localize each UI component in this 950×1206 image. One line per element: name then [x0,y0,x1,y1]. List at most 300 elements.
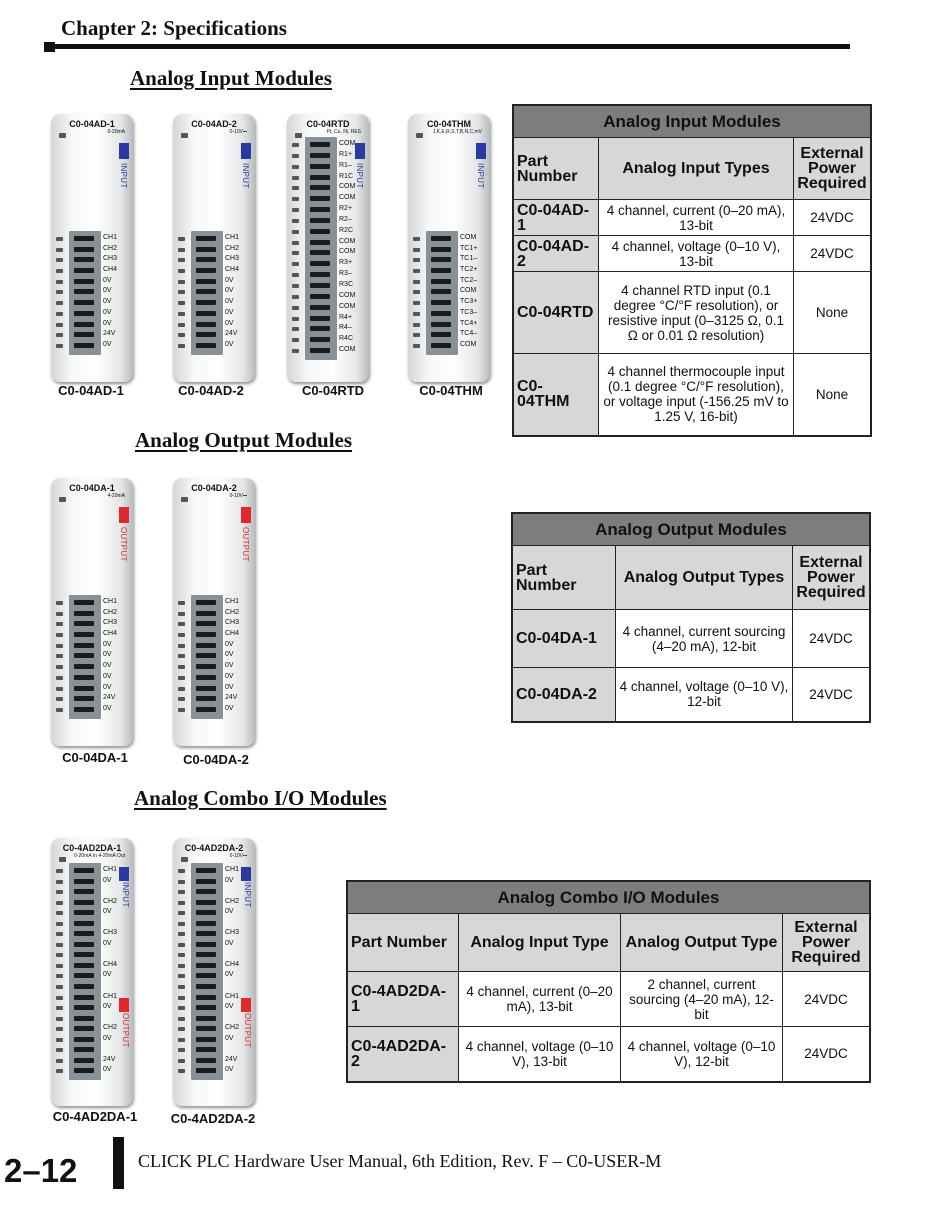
screw-slot-icon [56,312,63,316]
module-ad2 [173,114,255,382]
terminal-screw-icon [196,1016,216,1021]
terminal-label: 0V [103,308,112,316]
terminal-label: CH1 [103,866,118,873]
terminal-screw-icon [310,164,330,169]
terminal-labels [103,233,117,351]
screw-slot-icon [178,890,185,894]
section-heading-combo: Analog Combo I/O Modules [134,786,387,810]
terminal-screw-icon [74,343,94,348]
terminal-label: 0V [225,308,234,316]
terminal-screw-icon [74,268,94,273]
terminal-label: CH2 [103,608,118,616]
table-cell: C0-04DA-1 [512,610,616,668]
module-thm [408,114,490,382]
terminal-label: COM [339,194,356,202]
terminal-screws [196,600,218,718]
screw-slot-icon [178,333,185,337]
table-caption: Analog Output Modules [512,513,870,546]
terminal-screw-icon [74,632,94,637]
terminal-label: 0V [225,672,234,680]
terminal-screw-icon [196,247,216,252]
terminal-label: 0V [103,662,112,670]
screw-slot-icon [413,290,420,294]
terminal-screw-icon [196,900,216,905]
terminal-screw-icon [74,653,94,658]
status-led-icon [59,497,66,502]
terminal-label: R1– [339,161,352,169]
terminal-label: CH1 [103,234,118,241]
table-cell: 4 channel RTD input (0.1 degree °C/°F resolution), or resistive input (0–3125 Ω, 0.1 Ω or 0.01 Ω resolution) [599,272,794,354]
table-caption: Analog Combo I/O Modules [347,881,870,914]
terminal-label: R3C [339,280,354,288]
terminal-screw-icon [431,343,451,348]
terminal-screw-icon [431,268,451,273]
screw-slot-icon [178,258,185,262]
terminal-label: 0V [103,683,112,691]
module-ad1 [51,114,133,382]
header-part-number: Part Number [347,914,459,972]
terminal-screw-icon [74,1068,94,1073]
terminal-screw-icon [196,664,216,669]
screw-slot-icon [178,1038,185,1042]
screw-slot-icon [292,306,299,310]
terminal-label: 0V [225,939,234,947]
terminal-screw-icon [74,707,94,712]
terminal-label: COM [339,237,356,245]
table-caption: Analog Input Modules [513,105,871,138]
terminal-label: 0V [103,640,112,648]
screw-slot-icon [56,654,63,658]
terminal-screw-icon [310,153,330,158]
screw-slot-icon [292,165,299,169]
table-cell: C0-4AD2DA-1 [347,972,459,1027]
terminal-label: COM [339,183,356,191]
terminal-screw-icon [74,257,94,262]
screw-slot-icon [56,943,63,947]
terminal-label: 0V [225,340,234,348]
screw-slot-icon [178,290,185,294]
screw-slot-icon [178,985,185,989]
screw-slot-icon [292,143,299,147]
module-combo2 [173,838,255,1106]
screw-slot-icon [178,880,185,884]
terminal-label: 0V [225,704,234,712]
analog-combo-table [346,880,871,1083]
terminal-label: CH3 [103,929,118,937]
terminal-screw-icon [196,686,216,691]
screw-slot-icon [178,301,185,305]
terminal-label: COM [339,291,356,299]
terminal-label [225,886,239,897]
module-rtd [287,114,369,382]
terminal-screw-icon [196,322,216,327]
footer-bar [113,1137,124,1189]
terminal-label: CH1 [225,598,240,605]
terminal-screw-icon [196,257,216,262]
indicator-block [119,143,129,159]
terminal-screw-icon [196,963,216,968]
terminal-label: CH3 [103,619,118,627]
terminal-label: 0V [103,340,112,348]
module-rating: 0-10V⎓ [229,129,247,135]
terminal-screw-icon [196,879,216,884]
terminal-label: 24V [103,330,116,338]
screw-slot-icon [413,312,420,316]
screw-slot-icon [56,880,63,884]
terminal-screw-icon [74,952,94,957]
terminal-screws [74,868,96,1079]
screw-slot-icon [292,262,299,266]
screw-slot-icon [56,974,63,978]
status-led-icon [59,133,66,138]
screw-slot-icon [56,237,63,241]
terminal-screw-icon [196,621,216,626]
terminal-screws [310,142,332,359]
terminal-screw-icon [196,952,216,957]
terminal-screw-icon [196,343,216,348]
screw-slot-icon [178,869,185,873]
module-caption: C0-04RTD [301,383,365,398]
screw-slot-icon [56,1017,63,1021]
module-rating: 0-10V⎓ [229,493,247,499]
terminal-screw-icon [74,973,94,978]
screw-slot-icon [56,890,63,894]
status-led-icon [59,857,66,862]
terminal-label: R2+ [339,205,353,213]
screw-slot-icon [56,612,63,616]
table-cell: 24VDC [793,668,871,722]
terminal-label: TC1+ [460,244,478,252]
screw-slot-icon [292,273,299,277]
terminal-labels [103,865,117,1076]
screw-slot-icon [292,251,299,255]
screw-slot-icon [178,953,185,957]
terminal-label: CH3 [103,255,118,263]
terminal-screw-icon [74,236,94,241]
screw-slot-icon [56,633,63,637]
screw-slots [178,601,187,719]
table-cell: 2 channel, current sourcing (4–20 mA), 12-bit [621,972,783,1027]
terminal-label: 0V [103,704,112,712]
terminal-label: 0V [225,640,234,648]
table-cell: None [794,354,872,436]
terminal-screw-icon [74,621,94,626]
screw-slot-icon [56,1006,63,1010]
table-cell: C0-04THM [513,354,599,436]
terminal-screw-icon [310,229,330,234]
chapter-rule [44,44,850,49]
indicator-label: INPUT [243,882,252,908]
terminal-screw-icon [74,921,94,926]
indicator-label: INPUT [476,163,485,189]
terminal-screw-icon [310,175,330,180]
indicator-label: OUTPUT [121,1013,130,1048]
screw-slots [56,237,65,355]
terminal-screw-icon [74,600,94,605]
screw-slot-icon [178,312,185,316]
indicator-block [119,867,129,881]
terminal-label: 0V [103,276,112,284]
terminal-screw-icon [196,1026,216,1031]
indicator-label: INPUT [121,882,130,908]
terminal-screw-icon [196,675,216,680]
terminal-label: TC2– [460,276,478,284]
terminal-screw-icon [74,984,94,989]
terminal-screw-icon [74,1037,94,1042]
terminal-label: COM [460,234,477,241]
terminal-label: 0V [103,1034,112,1042]
terminal-label: 0V [225,298,234,306]
terminal-label: CH4 [225,266,240,274]
screw-slot-icon [292,338,299,342]
terminal-screw-icon [74,611,94,616]
terminal-screw-icon [196,236,216,241]
section-heading-input: Analog Input Modules [130,66,332,90]
indicator-label: OUTPUT [243,1013,252,1048]
terminal-screws [196,236,218,354]
terminal-label [103,1044,117,1055]
screw-slot-icon [292,186,299,190]
indicator-label: INPUT [355,163,364,189]
screw-slot-icon [292,154,299,158]
module-rating: 4-20mA [107,493,125,499]
screw-slot-icon [292,327,299,331]
screw-slot-icon [178,922,185,926]
terminal-label: 0V [225,683,234,691]
terminal-label: R4C [339,335,354,343]
terminal-screw-icon [74,300,94,305]
terminal-screw-icon [310,283,330,288]
terminal-label: 24V [225,694,238,702]
terminal-labels [339,139,355,356]
terminal-screw-icon [431,300,451,305]
analog-input-table [512,104,872,437]
terminal-screw-icon [74,664,94,669]
page-number: 2–12 [4,1152,78,1189]
screw-slot-icon [178,687,185,691]
terminal-screw-icon [196,1005,216,1010]
table-cell: C0-4AD2DA-2 [347,1027,459,1082]
terminal-label: CH4 [103,960,118,968]
status-led-icon [295,133,302,138]
screw-slot-icon [178,633,185,637]
terminal-screw-icon [196,910,216,915]
terminal-label [103,918,117,929]
screw-slot-icon [413,258,420,262]
terminal-screw-icon [196,279,216,284]
terminal-screw-icon [310,337,330,342]
module-rating: J,K,E,R,S,T,B,N,C,mV [432,129,482,135]
terminal-label: COM [460,340,477,348]
terminal-screw-icon [196,600,216,605]
terminal-screw-icon [196,707,216,712]
indicator-block [241,998,251,1012]
screw-slot-icon [292,176,299,180]
screw-slot-icon [56,1038,63,1042]
terminal-label: CH1 [225,866,240,873]
module-caption: C0-4AD2DA-2 [170,1111,256,1126]
terminal-screw-icon [196,632,216,637]
terminal-screw-icon [310,305,330,310]
module-title: C0-04DA-1 [69,483,115,493]
terminal-label: TC3– [460,308,478,316]
screw-slot-icon [178,1069,185,1073]
terminal-label: 0V [103,908,112,916]
module-title: C0-04AD-2 [191,119,237,129]
terminal-label: TC4+ [460,319,478,327]
screw-slot-icon [178,269,185,273]
footer-text: CLICK PLC Hardware User Manual, 6th Edition, Rev. F – C0-USER-M [138,1151,662,1171]
terminal-screw-icon [310,261,330,266]
screw-slot-icon [56,290,63,294]
terminal-label: 0V [225,1003,234,1011]
screw-slots [56,601,65,719]
terminal-screw-icon [431,257,451,262]
screw-slot-icon [56,323,63,327]
terminal-label: CH2 [103,897,118,905]
screw-slot-icon [56,932,63,936]
terminal-screw-icon [74,931,94,936]
terminal-label: 0V [103,651,112,659]
screw-slots [56,869,65,1080]
terminal-screw-icon [431,311,451,316]
module-title: C0-04THM [426,119,471,129]
screw-slot-icon [178,654,185,658]
screw-slots [413,237,422,355]
terminal-label: TC4– [460,330,478,338]
terminal-label: 0V [225,651,234,659]
screw-slot-icon [178,932,185,936]
terminal-screw-icon [196,889,216,894]
header-output-type: Analog Output Type [621,914,783,972]
module-combo1 [51,838,133,1106]
terminal-label: 0V [225,971,234,979]
terminal-screw-icon [74,1047,94,1052]
terminal-label: 0V [225,1066,234,1074]
terminal-screw-icon [196,931,216,936]
screw-slot-icon [178,676,185,680]
screw-slot-icon [56,964,63,968]
terminal-label: CH3 [225,929,240,937]
terminal-screw-icon [196,1068,216,1073]
module-title: C0-04RTD [306,119,350,129]
terminal-screw-icon [310,142,330,147]
screw-slot-icon [56,901,63,905]
screw-slot-icon [178,697,185,701]
screw-slot-icon [413,280,420,284]
terminal-screw-icon [196,942,216,947]
terminal-label [103,949,117,960]
terminal-label: CH1 [225,992,240,1000]
screw-slot-icon [56,985,63,989]
screw-slot-icon [292,295,299,299]
screw-slot-icon [413,344,420,348]
screw-slot-icon [178,1027,185,1031]
terminal-screws [74,600,96,718]
screw-slot-icon [178,964,185,968]
module-title: C0-04DA-2 [191,483,237,493]
terminal-screw-icon [196,973,216,978]
terminal-label: CH2 [225,897,240,905]
table-cell: 4 channel, voltage (0–10 V), 13-bit [599,236,794,272]
screw-slot-icon [292,219,299,223]
terminal-label: COM [460,287,477,295]
terminal-screw-icon [310,207,330,212]
terminal-screw-icon [310,240,330,245]
terminal-screw-icon [74,1005,94,1010]
terminal-screw-icon [196,995,216,1000]
screw-slot-icon [178,323,185,327]
indicator-label: OUTPUT [119,527,128,562]
module-caption: C0-4AD2DA-1 [52,1109,138,1124]
terminal-label: TC3+ [460,298,478,306]
screw-slot-icon [413,237,420,241]
screw-slot-icon [56,676,63,680]
terminal-label: 0V [225,876,234,884]
screw-slot-icon [56,1048,63,1052]
terminal-label: R1C [339,172,354,180]
module-title: C0-4AD2DA-1 [62,843,122,853]
table-cell: 4 channel, current sourcing (4–20 mA), 12-bit [616,610,793,668]
screw-slot-icon [56,708,63,712]
terminal-label: CH1 [225,234,240,241]
terminal-screw-icon [196,1047,216,1052]
status-led-icon [416,133,423,138]
terminal-label [103,886,117,897]
status-led-icon [181,133,188,138]
terminal-screw-icon [74,311,94,316]
terminal-label: R2– [339,215,352,223]
terminal-label: 0V [225,1034,234,1042]
terminal-screw-icon [196,611,216,616]
screw-slot-icon [178,996,185,1000]
terminal-label: 0V [103,287,112,295]
terminal-screw-icon [196,332,216,337]
terminal-label: CH1 [103,598,118,605]
table-cell: 4 channel thermocouple input (0.1 degree °C/°F resolution), or voltage input (-156.25 mV to 1.25 V, 16-bit) [599,354,794,436]
terminal-label: COM [339,248,356,256]
header-external-power: External Power Required [793,546,871,610]
terminal-label [225,918,239,929]
table-cell: C0-04AD-1 [513,200,599,236]
terminal-screw-icon [310,326,330,331]
screw-slot-icon [56,953,63,957]
terminal-label: CH4 [225,960,240,968]
chapter-rule-marker [44,42,55,52]
terminal-screw-icon [431,279,451,284]
indicator-label: OUTPUT [241,527,250,562]
screw-slot-icon [56,665,63,669]
terminal-label: 0V [103,672,112,680]
screw-slot-icon [56,344,63,348]
screw-slots [178,237,187,355]
terminal-label: R4– [339,324,352,332]
screw-slot-icon [56,333,63,337]
screw-slot-icon [292,241,299,245]
screw-slot-icon [56,301,63,305]
screw-slot-icon [56,248,63,252]
terminal-label: 24V [225,1055,238,1063]
terminal-labels [225,233,239,351]
terminal-label: COM [339,140,356,147]
terminal-screw-icon [431,332,451,337]
terminal-screws [196,868,218,1079]
terminal-label: 0V [225,276,234,284]
terminal-screw-icon [74,995,94,1000]
terminal-screw-icon [196,289,216,294]
terminal-screw-icon [310,185,330,190]
table-cell: C0-04RTD [513,272,599,354]
